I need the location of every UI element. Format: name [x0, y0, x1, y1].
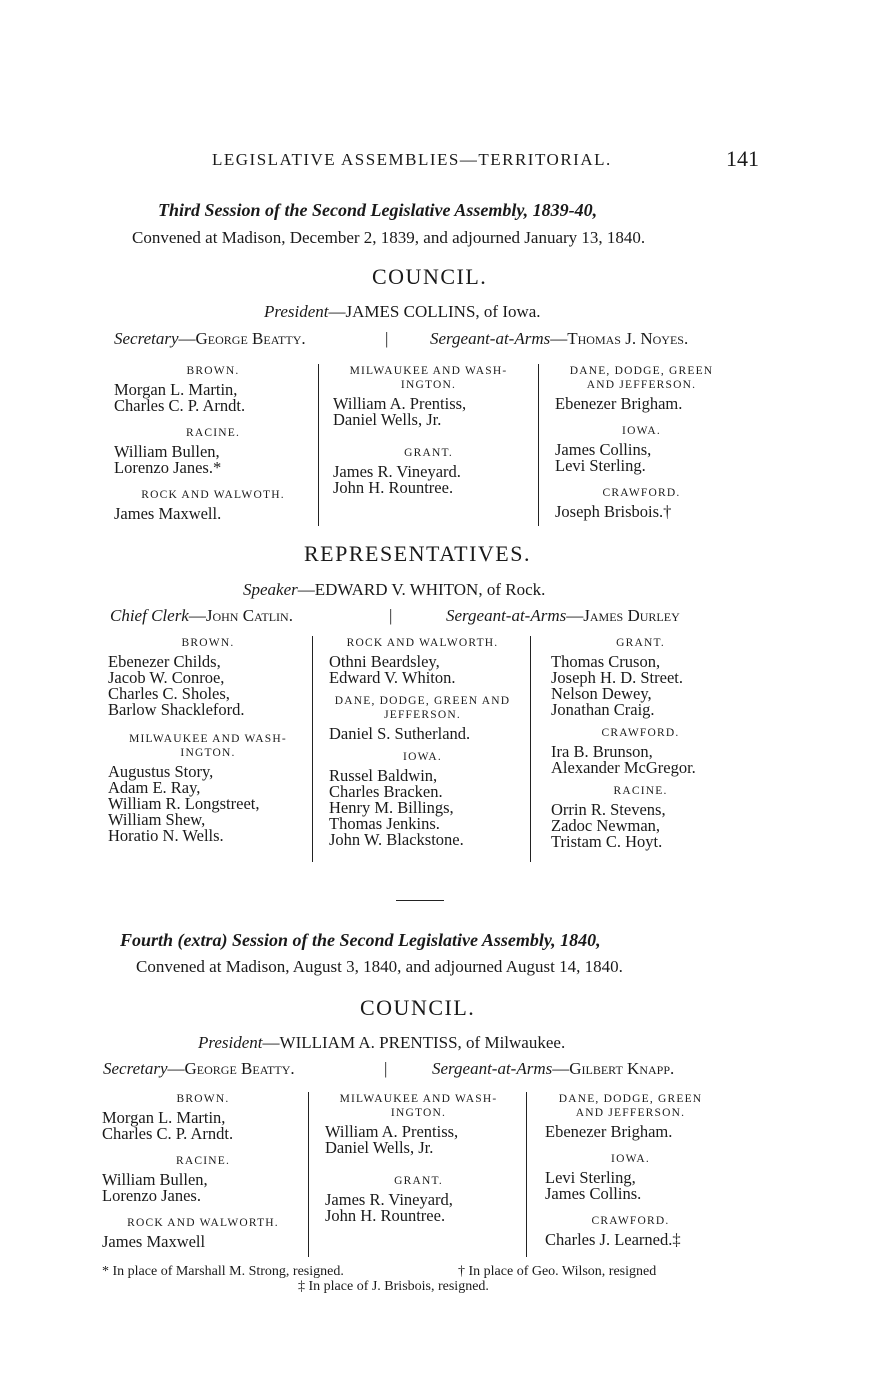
member-column: [530, 636, 740, 862]
member-name: Augustus Story,: [108, 762, 214, 781]
district-heading: BROWN.: [181, 637, 235, 649]
council-secretary: Secretary—George Beatty.: [114, 329, 306, 348]
district-heading: IOWA.: [622, 425, 661, 437]
district-heading: GRANT.: [616, 637, 665, 649]
member-name: Nelson Dewey,: [551, 684, 652, 703]
footnote-1: * In place of Marshall M. Strong, resigned.: [102, 1264, 344, 1279]
footnote-3: ‡ In place of J. Brisbois, resigned.: [298, 1279, 489, 1294]
member-name: Charles J. Learned.‡: [545, 1230, 681, 1249]
member-column: [104, 636, 312, 862]
council-heading: COUNCIL.: [372, 264, 488, 289]
council-sergeant: Sergeant-at-Arms—Thomas J. Noyes.: [430, 329, 689, 348]
member-name: Daniel Wells, Jr.: [333, 410, 442, 429]
member-name: Ebenezer Brigham.: [555, 394, 683, 413]
page-number: 141: [726, 146, 759, 171]
session-title: Third Session of the Second Legislative Assembly, 1839-40,: [158, 200, 598, 220]
member-name: James Collins.: [545, 1184, 642, 1203]
member-name: Charles Bracken.: [329, 782, 443, 801]
member-name: Joseph Brisbois.†: [555, 502, 672, 521]
district-heading: GRANT.: [394, 1175, 443, 1187]
member-name: Ebenezer Childs,: [108, 652, 221, 671]
member-column: [526, 1092, 726, 1257]
member-name: William Bullen,: [102, 1170, 208, 1189]
session-title: Fourth (extra) Session of the Second Legislative Assembly, 1840,: [120, 930, 601, 950]
member-column: [108, 364, 318, 526]
district-heading: ROCK AND WALWORTH.: [346, 637, 499, 649]
member-name: Jacob W. Conroe,: [108, 668, 225, 687]
member-column: [312, 636, 530, 862]
member-name: Charles C. Sholes,: [108, 684, 230, 703]
member-name: Ebenezer Brigham.: [545, 1122, 673, 1141]
member-name: James R. Vineyard,: [325, 1190, 453, 1209]
member-name: Tristam C. Hoyt.: [551, 832, 663, 851]
council-president: President—WILLIAM A. PRENTISS, of Milwaukee.: [198, 1033, 566, 1052]
member-column: [318, 364, 538, 526]
district-heading: BROWN.: [186, 365, 240, 377]
district-heading: CRAWFORD.: [591, 1215, 670, 1227]
member-name: Lorenzo Janes.*: [114, 458, 222, 477]
district-heading: MILWAUKEE AND WASH-INGTON.: [349, 365, 508, 391]
council-secretary: Secretary—George Beatty.: [103, 1059, 295, 1078]
council-heading: COUNCIL.: [360, 995, 476, 1020]
member-name: Levi Sterling.: [555, 456, 646, 475]
footnote-2: † In place of Geo. Wilson, resigned: [458, 1264, 657, 1279]
member-name: Jonathan Craig.: [551, 700, 655, 719]
district-heading: GRANT.: [404, 447, 453, 459]
session-dates: Convened at Madison, August 3, 1840, and adjourned August 14, 1840.: [136, 957, 623, 976]
district-heading: DANE, DODGE, GREEN AND JEFFERSON.: [334, 695, 511, 721]
member-column: [98, 1092, 308, 1257]
assembly-speaker: Speaker—EDWARD V. WHITON, of Rock.: [243, 580, 546, 599]
separator-bar: |: [389, 606, 393, 625]
member-column: [308, 1092, 526, 1257]
district-heading: IOWA.: [403, 751, 442, 763]
member-name: James R. Vineyard.: [333, 462, 461, 481]
member-name: Joseph H. D. Street.: [551, 668, 683, 687]
district-heading: RACINE.: [613, 785, 668, 797]
member-name: Barlow Shackleford.: [108, 700, 245, 719]
representatives-heading: REPRESENTATIVES.: [304, 541, 531, 566]
member-name: Alexander McGregor.: [551, 758, 696, 777]
member-name: John H. Rountree.: [325, 1206, 446, 1225]
separator-bar: |: [385, 329, 389, 348]
member-name: Russel Baldwin,: [329, 766, 438, 785]
member-name: Ira B. Brunson,: [551, 742, 653, 761]
member-name: Henry M. Billings,: [329, 798, 454, 817]
member-name: James Collins,: [555, 440, 652, 459]
member-name: James Maxwell: [102, 1232, 206, 1251]
member-name: Thomas Cruson,: [551, 652, 661, 671]
member-name: John H. Rountree.: [333, 478, 454, 497]
member-name: John W. Blackstone.: [329, 830, 464, 849]
separator-bar: |: [384, 1059, 388, 1078]
assembly-sergeant: Sergeant-at-Arms—James Durley: [446, 606, 680, 625]
council-sergeant: Sergeant-at-Arms—Gilbert Knapp.: [432, 1059, 675, 1078]
member-name: Levi Sterling,: [545, 1168, 636, 1187]
member-name: Charles C. P. Arndt.: [114, 396, 246, 415]
member-name: Morgan L. Martin,: [102, 1108, 226, 1127]
member-name: Horatio N. Wells.: [108, 826, 224, 845]
district-heading: MILWAUKEE AND WASH-INGTON.: [339, 1093, 498, 1119]
district-heading: DANE, DODGE, GREEN AND JEFFERSON.: [558, 1093, 703, 1119]
district-heading: RACINE.: [185, 427, 241, 439]
council-member-table: [108, 364, 738, 526]
district-heading: ROCK AND WALWORTH.: [127, 1217, 279, 1229]
assembly-chief-clerk: Chief Clerk—John Catlin.: [110, 606, 293, 625]
member-column: [538, 364, 738, 526]
member-name: Adam E. Ray,: [108, 778, 201, 797]
member-name: William A. Prentiss,: [325, 1122, 459, 1141]
council-president: President—JAMES COLLINS, of Iowa.: [264, 302, 541, 321]
district-heading: RACINE.: [175, 1155, 231, 1167]
section-divider: [396, 900, 444, 901]
district-heading: CRAWFORD.: [601, 727, 680, 739]
running-head: LEGISLATIVE ASSEMBLIES—TERRITORIAL.: [212, 150, 612, 169]
district-heading: MILWAUKEE AND WASH-INGTON.: [129, 733, 287, 759]
member-name: Charles C. P. Arndt.: [102, 1124, 234, 1143]
member-name: Lorenzo Janes.: [102, 1186, 201, 1205]
district-heading: BROWN.: [176, 1093, 230, 1105]
council-member-table: [98, 1092, 726, 1257]
member-name: William Bullen,: [114, 442, 220, 461]
session-dates: Convened at Madison, December 2, 1839, and adjourned January 13, 1840.: [132, 228, 646, 247]
member-name: Orrin R. Stevens,: [551, 800, 666, 819]
district-heading: CRAWFORD.: [602, 487, 681, 499]
member-name: William R. Longstreet,: [108, 794, 260, 813]
district-heading: ROCK AND WALWOTH.: [141, 489, 285, 501]
representatives-member-table: [104, 636, 740, 862]
member-name: Daniel S. Sutherland.: [329, 724, 471, 743]
member-name: Daniel Wells, Jr.: [325, 1138, 434, 1157]
member-name: William A. Prentiss,: [333, 394, 467, 413]
member-name: Zadoc Newman,: [551, 816, 661, 835]
member-name: James Maxwell.: [114, 504, 222, 523]
member-name: Morgan L. Martin,: [114, 380, 238, 399]
member-name: Othni Beardsley,: [329, 652, 440, 671]
member-name: Edward V. Whiton.: [329, 668, 456, 687]
district-heading: IOWA.: [611, 1153, 650, 1165]
member-name: William Shew,: [108, 810, 206, 829]
member-name: Thomas Jenkins.: [329, 814, 440, 833]
district-heading: DANE, DODGE, GREEN AND JEFFERSON.: [569, 365, 714, 391]
